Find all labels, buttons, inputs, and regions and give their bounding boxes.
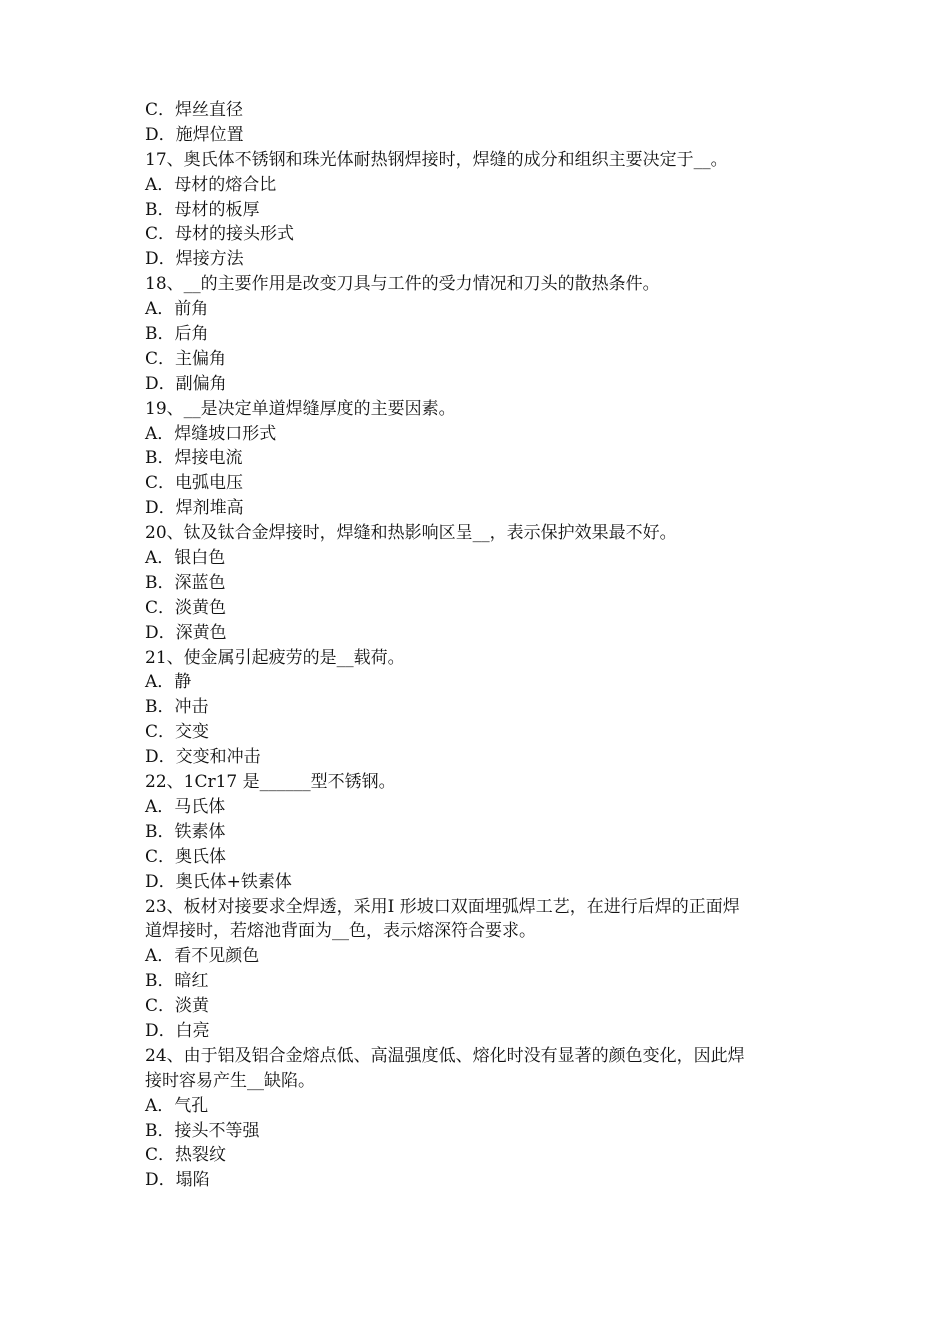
question-19: 19、__是决定单道焊缝厚度的主要因素。 bbox=[145, 398, 456, 419]
option-line: D．深黄色 bbox=[145, 622, 227, 643]
option-line: D．交变和冲击 bbox=[145, 747, 261, 768]
option-line: D．施焊位置 bbox=[145, 124, 244, 145]
option-line: D．奥氏体+铁素体 bbox=[145, 871, 292, 892]
question-21: 21、使金属引起疲劳的是__载荷。 bbox=[145, 647, 405, 668]
option-line: C．奥氏体 bbox=[145, 846, 227, 867]
question-18: 18、__的主要作用是改变刀具与工件的受力情况和刀头的散热条件。 bbox=[145, 274, 660, 295]
option-line: C．淡黄 bbox=[145, 996, 210, 1017]
option-line: A．母材的熔合比 bbox=[145, 174, 277, 195]
option-line: B．后角 bbox=[145, 324, 209, 345]
option-line: C．主偏角 bbox=[145, 348, 227, 369]
option-line: C．交变 bbox=[145, 722, 210, 743]
option-line: B．接头不等强 bbox=[145, 1120, 260, 1141]
option-line: C．电弧电压 bbox=[145, 473, 244, 494]
option-line: C．淡黄色 bbox=[145, 597, 227, 618]
option-line: D．焊接方法 bbox=[145, 249, 244, 270]
option-line: A．焊缝坡口形式 bbox=[145, 423, 277, 444]
question-23: 23、板材对接要求全焊透，采用I 形坡口双面埋弧焊工艺，在进行后焊的正面焊 bbox=[145, 896, 740, 917]
option-line: C．热裂纹 bbox=[145, 1145, 227, 1166]
option-line: C．母材的接头形式 bbox=[145, 224, 295, 245]
option-line: B．深蓝色 bbox=[145, 572, 226, 593]
question-22: 22、1Cr17 是______型不锈钢。 bbox=[145, 772, 396, 793]
question-list bbox=[145, 98, 825, 1193]
option-line: A．静 bbox=[145, 672, 192, 693]
option-line: D．焊剂堆高 bbox=[145, 498, 244, 519]
option-line: A．银白色 bbox=[145, 548, 226, 569]
option-line: D．白亮 bbox=[145, 1020, 210, 1041]
option-line: D．副偏角 bbox=[145, 373, 227, 394]
question-23-cont: 道焊接时，若熔池背面为__色，表示熔深符合要求。 bbox=[145, 921, 536, 942]
option-line: A．马氏体 bbox=[145, 796, 226, 817]
option-line: B．铁素体 bbox=[145, 821, 226, 842]
question-24-cont: 接时容易产生__缺陷。 bbox=[145, 1070, 315, 1091]
question-20: 20、钛及钛合金焊接时，焊缝和热影响区呈__，表示保护效果最不好。 bbox=[145, 523, 677, 544]
question-24: 24、由于铝及铝合金熔点低、高温强度低、熔化时没有显著的颜色变化，因此焊 bbox=[145, 1045, 745, 1066]
option-line: A．气孔 bbox=[145, 1095, 209, 1116]
question-17: 17、奥氏体不锈钢和珠光体耐热钢焊接时，焊缝的成分和组织主要决定于__。 bbox=[145, 149, 728, 170]
option-line: B．焊接电流 bbox=[145, 448, 243, 469]
option-line: B．冲击 bbox=[145, 697, 209, 718]
option-line: B．母材的板厚 bbox=[145, 199, 260, 220]
option-line: B．暗红 bbox=[145, 971, 209, 992]
option-line: A．看不见颜色 bbox=[145, 946, 260, 967]
option-line: A．前角 bbox=[145, 299, 209, 320]
option-line: C．焊丝直径 bbox=[145, 100, 244, 120]
option-line: D．塌陷 bbox=[145, 1170, 210, 1191]
